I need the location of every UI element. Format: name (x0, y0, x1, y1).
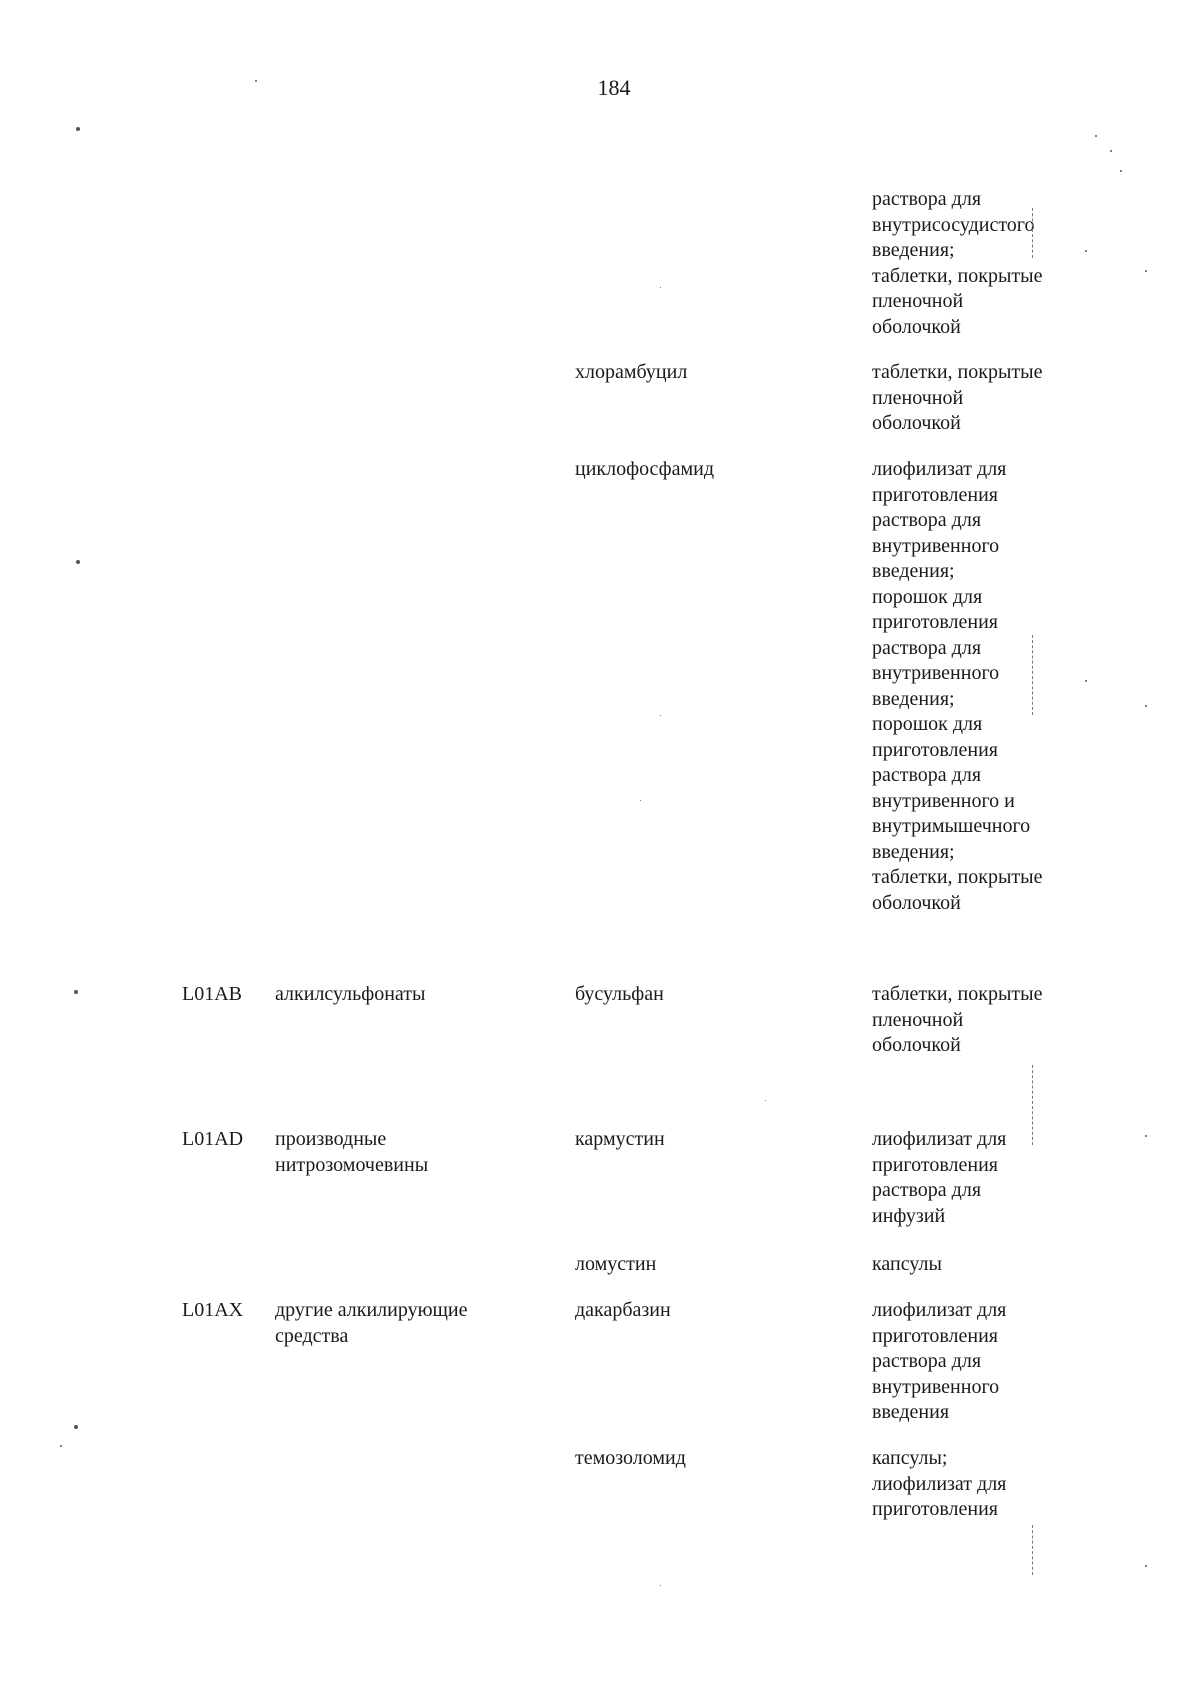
dosage-form: таблетки, покрытые пленочной оболочкой (872, 983, 1043, 1056)
scan-speck (1145, 270, 1147, 272)
scan-speck (660, 1585, 661, 1586)
scan-speck (76, 560, 80, 564)
scan-speck (1145, 1135, 1147, 1137)
scan-speck (74, 990, 78, 994)
scan-speck (640, 800, 641, 801)
atc-group: алкилсульфонаты (275, 983, 426, 1005)
dosage-form-continuation: раствора для внутрисосудистого введения; таблетки, покрытые пленочной оболочкой (872, 188, 1043, 338)
atc-group: другие алкилирующие средства (275, 1299, 468, 1347)
scan-speck (1085, 250, 1087, 252)
drug-name: темозоломид (575, 1447, 686, 1469)
drug-name: дакарбазин (575, 1299, 671, 1321)
dosage-form: таблетки, покрытые пленочной оболочкой (872, 361, 1043, 434)
atc-code: L01AX (182, 1299, 244, 1321)
scan-dash-mark (1032, 1065, 1033, 1145)
atc-code: L01AD (182, 1128, 244, 1150)
dosage-form: лиофилизат для приготовления раствора для внутривенного введения (872, 1299, 1007, 1423)
scan-speck (1145, 1565, 1147, 1567)
drug-name: ломустин (575, 1253, 657, 1275)
drug-name: кармустин (575, 1128, 665, 1150)
scan-speck (1120, 170, 1122, 172)
scan-dash-mark (1032, 208, 1033, 258)
scan-speck (74, 1425, 78, 1429)
scan-speck (1110, 150, 1112, 152)
scan-speck (765, 1100, 766, 1101)
drug-name: бусульфан (575, 983, 664, 1005)
dosage-form: капсулы (872, 1253, 942, 1275)
scan-speck (60, 1445, 62, 1447)
dosage-form: лиофилизат для приготовления раствора для внутривенного введения; порошок для приготовления раствора для внутривенного введения; порошок для приготовления раствора для внутривенного и внутримышечного введения; таблетки, покрытые оболочкой (872, 458, 1043, 914)
scan-speck (1145, 705, 1147, 707)
drug-name: циклофосфамид (575, 458, 715, 480)
dosage-form: лиофилизат для приготовления раствора для инфузий (872, 1128, 1007, 1227)
drug-name: хлорамбуцил (575, 361, 688, 383)
scan-speck (1095, 135, 1097, 137)
scan-speck (660, 715, 661, 716)
page-number: 184 (597, 75, 631, 100)
scan-speck (1085, 680, 1087, 682)
scan-speck (660, 287, 661, 288)
atc-code: L01AB (182, 983, 242, 1005)
scan-speck (76, 127, 80, 131)
scan-dash-mark (1032, 1525, 1033, 1575)
atc-group: производные нитрозомочевины (275, 1128, 429, 1176)
scan-dash-mark (1032, 635, 1033, 715)
scan-speck (255, 80, 257, 82)
dosage-form: капсулы; лиофилизат для приготовления (872, 1447, 1007, 1520)
